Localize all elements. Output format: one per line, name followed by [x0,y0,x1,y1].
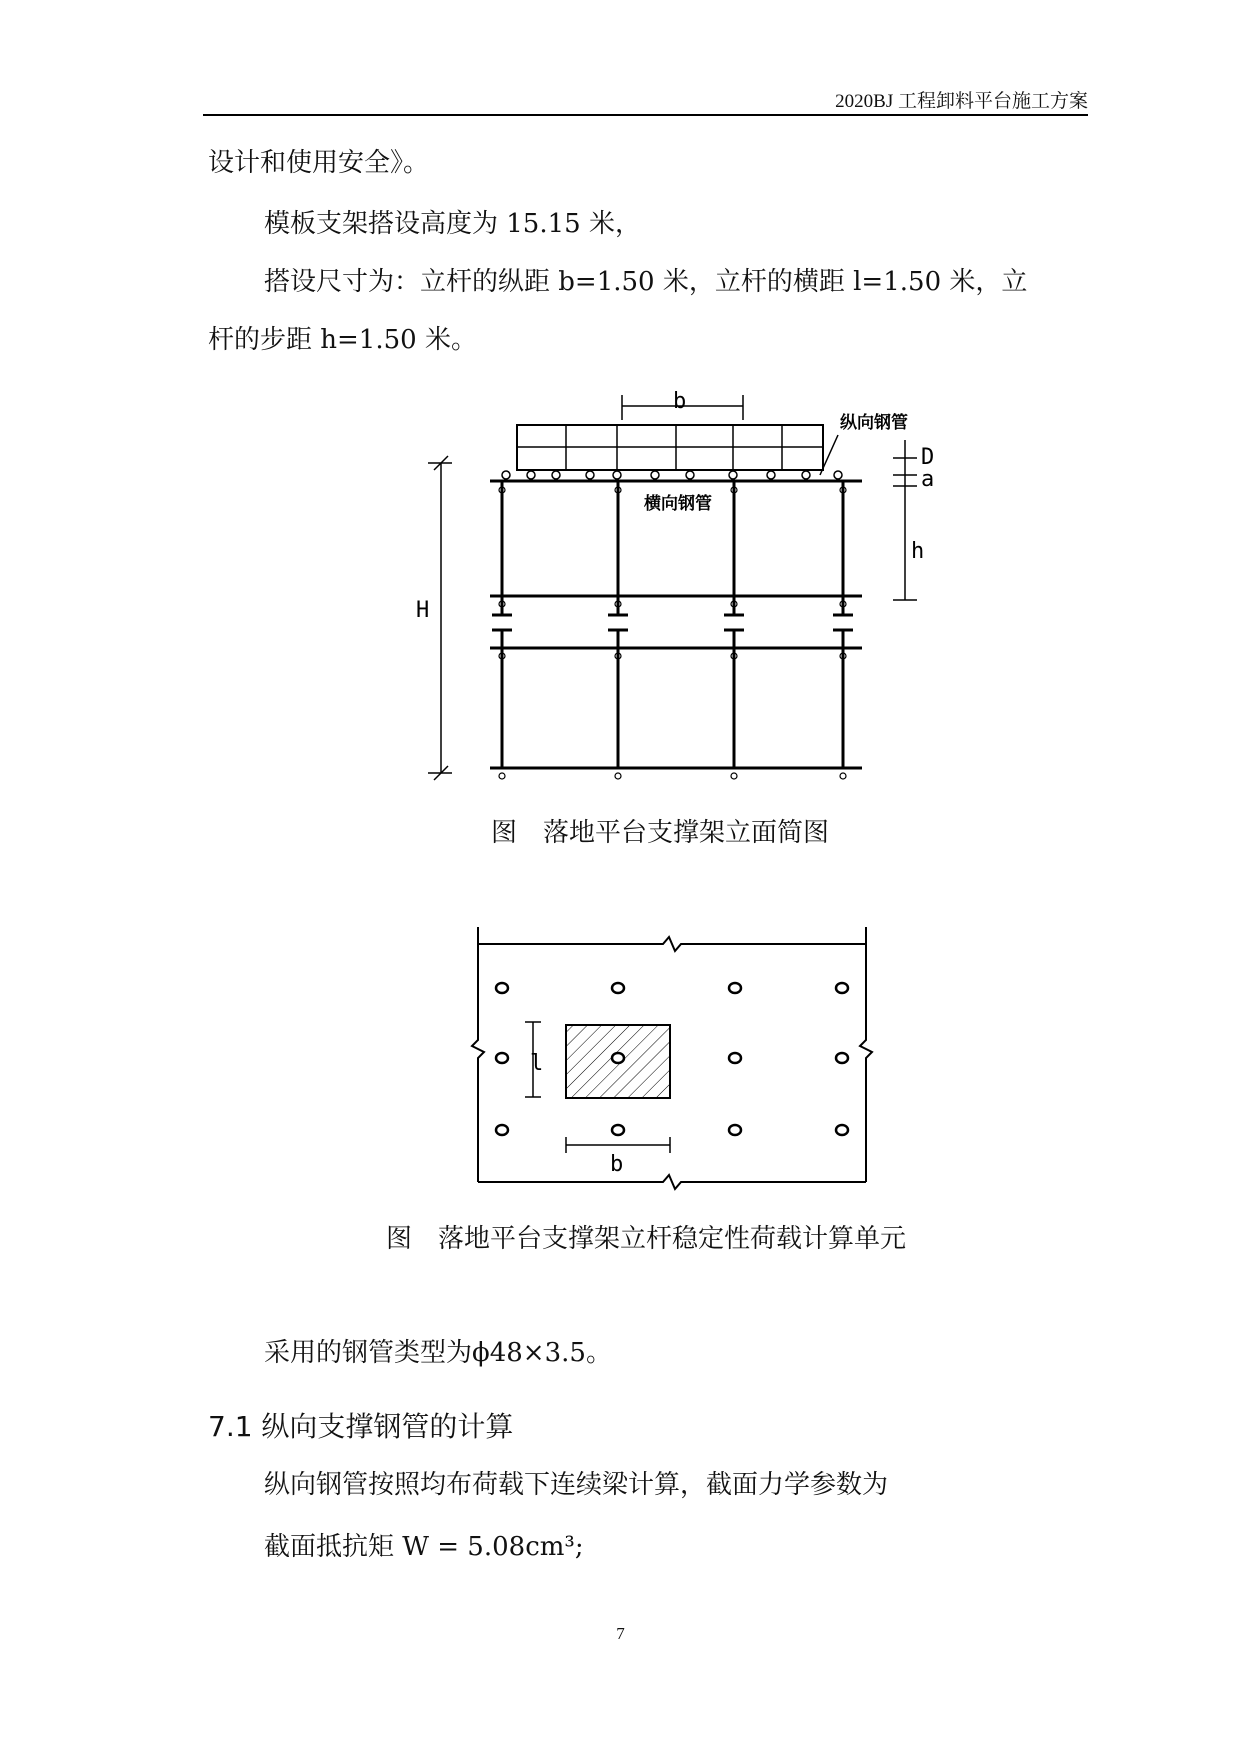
fig1-label-a: a [921,467,935,492]
fig1-label-b: b [673,389,687,414]
longitudinal-tube-circles [502,471,842,479]
paragraph-5: 纵向钢管按照均布荷载下连续梁计算，截面力学参数为 [264,1470,889,1500]
figure1-caption: 图 落地平台支撑架立面简图 [491,818,830,848]
plan-pole-circles [496,983,848,1135]
plan-top-edge [478,937,866,951]
fig1-label-h: h [911,539,925,564]
page-header: 2020BJ 工程卸料平台施工方案 [835,91,1088,112]
plan-bottom-edge [478,1175,866,1189]
fig2-label-l: l [530,1051,544,1076]
load-unit-area [566,1025,670,1098]
fig1-label-longitudinal-tube: 纵向钢管 [840,413,908,433]
joint-circles [499,487,846,779]
page-number: 7 [616,1624,625,1643]
fig2-label-b: b [610,1152,624,1177]
upright-poles [492,481,853,768]
paragraph-6: 截面抵抗矩 W = 5.08cm³; [264,1532,584,1562]
plan-right-edge [860,927,872,1182]
section-heading: 7.1 纵向支撑钢管的计算 [208,1410,514,1443]
fig1-label-D: D [921,445,935,470]
figure2-caption: 图 落地平台支撑架立杆稳定性荷载计算单元 [386,1224,907,1254]
fig1-label-transverse-tube: 横向钢管 [644,494,712,514]
paragraph-3a: 搭设尺寸为：立杆的纵距 b=1.50 米，立杆的横距 l=1.50 米，立 [264,267,1028,297]
paragraph-1: 设计和使用安全》。 [208,148,430,178]
paragraph-3b: 杆的步距 h=1.50 米。 [208,325,477,355]
fig1-label-H: H [416,598,430,623]
figure1-elevation [428,395,917,780]
paragraph-4: 采用的钢管类型为ϕ48×3.5。 [264,1338,612,1368]
paragraph-2: 模板支架搭设高度为 15.15 米， [264,209,641,239]
plan-left-edge [472,927,484,1182]
